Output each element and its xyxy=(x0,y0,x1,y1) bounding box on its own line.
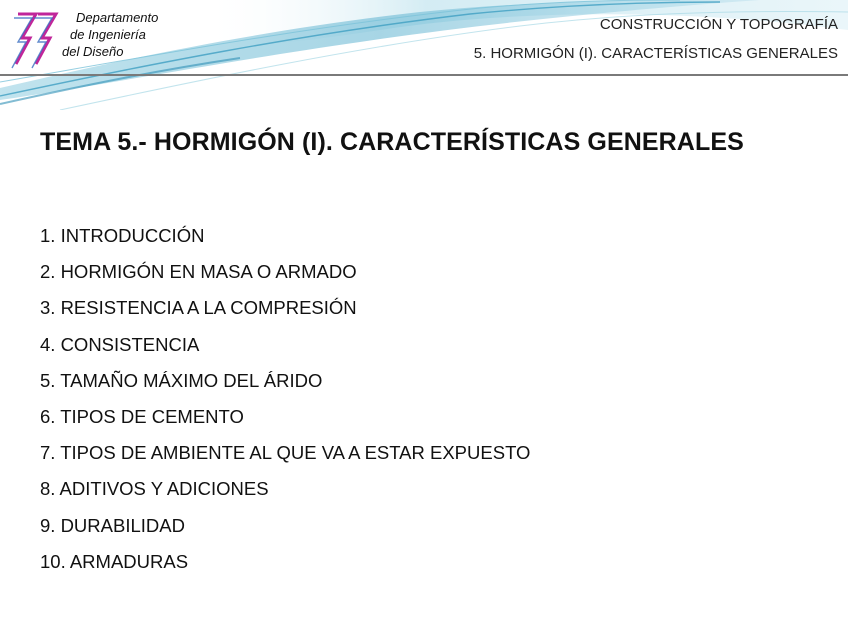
list-item: 2. HORMIGÓN EN MASA O ARMADO xyxy=(40,261,357,283)
list-item: 10. ARMADURAS xyxy=(40,550,189,572)
header-divider xyxy=(0,74,848,76)
list-item: 8. ADITIVOS Y ADICIONES xyxy=(40,478,269,500)
list-item: 4. CONSISTENCIA xyxy=(40,333,200,355)
page-title: TEMA 5.- HORMIGÓN (I). CARACTERÍSTICAS GENERALES xyxy=(40,128,744,156)
list-item: 5. TAMAÑO MÁXIMO DEL ÁRIDO xyxy=(40,369,323,391)
department-line-2: de Ingeniería xyxy=(70,27,146,42)
table-of-contents xyxy=(40,218,530,580)
department-name xyxy=(58,9,158,60)
department-line-1: Departamento xyxy=(76,10,159,25)
topic-subtitle: 5. HORMIGÓN (I). CARACTERÍSTICAS GENERALES xyxy=(473,45,838,62)
list-item: 9. DURABILIDAD xyxy=(40,514,185,536)
department-line-3: del Diseño xyxy=(62,44,124,59)
list-item: 7. TIPOS DE AMBIENTE AL QUE VA A ESTAR EXPUESTO xyxy=(40,442,531,464)
course-title: CONSTRUCCIÓN Y TOPOGRAFÍA xyxy=(599,16,838,33)
list-item: 1. INTRODUCCIÓN xyxy=(40,225,205,246)
list-item: 6. TIPOS DE CEMENTO xyxy=(40,406,244,428)
list-item: 3. RESISTENCIA A LA COMPRESIÓN xyxy=(40,297,357,319)
